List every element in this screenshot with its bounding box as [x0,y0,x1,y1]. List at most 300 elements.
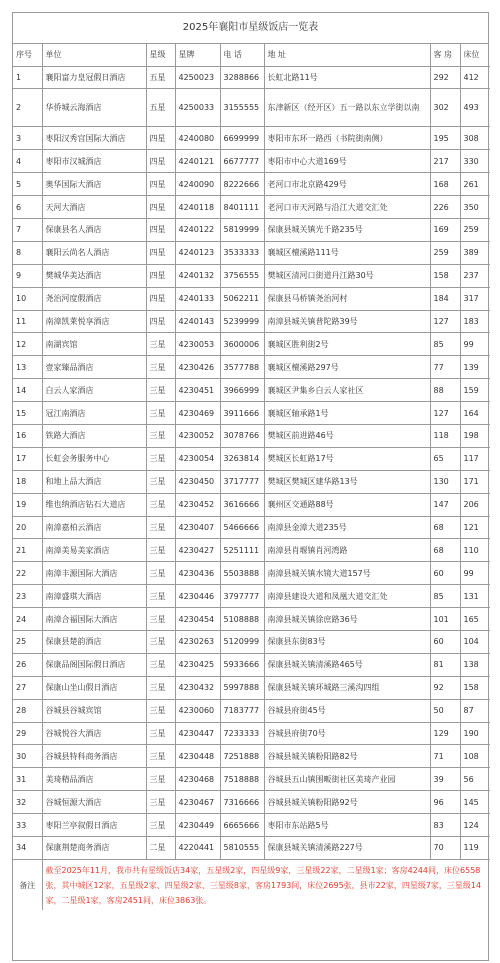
cell-beds: 110 [460,539,490,562]
cell-unit: 襄阳云尚名人酒店 [42,241,146,264]
cell-star-level: 三星 [146,630,175,653]
cell-unit: 枣阳兰亭叙假日酒店 [42,814,146,837]
cell-star-level: 五星 [146,89,175,127]
cell-beds: 56 [460,768,490,791]
cell-rooms: 259 [430,241,460,264]
cell-star-plate: 4230467 [175,791,220,814]
cell-phone: 3263814 [220,447,264,470]
cell-beds: 117 [460,447,490,470]
cell-phone: 7251888 [220,745,264,768]
cell-beds: 261 [460,173,490,196]
cell-star-plate: 4240080 [175,127,220,150]
cell-rooms: 85 [430,585,460,608]
cell-star-plate: 4230452 [175,493,220,516]
cell-beds: 190 [460,722,490,745]
table-row [13,333,490,356]
table-row [13,173,490,196]
cell-index: 22 [13,562,42,585]
cell-unit: 铁路大酒店 [42,424,146,447]
cell-star-plate: 4230425 [175,653,220,676]
cell-unit: 保康县名人酒店 [42,218,146,241]
cell-beds: 259 [460,218,490,241]
cell-star-level: 四星 [146,264,175,287]
cell-index: 21 [13,539,42,562]
cell-rooms: 39 [430,768,460,791]
cell-phone: 8222666 [220,173,264,196]
table-row [13,585,490,608]
cell-unit: 南漳盛琪大酒店 [42,585,146,608]
table-row [13,791,490,814]
cell-star-plate: 4240122 [175,218,220,241]
cell-rooms: 169 [430,218,460,241]
cell-beds: 108 [460,745,490,768]
cell-star-plate: 4230426 [175,356,220,379]
cell-star-plate: 4230407 [175,516,220,539]
cell-unit: 南漳凯莱悦享酒店 [42,310,146,333]
cell-index: 19 [13,493,42,516]
cell-phone: 5120999 [220,630,264,653]
table-row [13,447,490,470]
cell-phone: 5810555 [220,837,264,860]
cell-address: 樊城区樊城区建华路13号 [264,470,430,493]
cell-star-plate: 4250023 [175,66,220,89]
cell-address: 谷城县五山镇围畈街社区美琦产业园 [264,768,430,791]
cell-rooms: 158 [430,264,460,287]
cell-star-level: 三星 [146,447,175,470]
cell-star-level: 三星 [146,516,175,539]
cell-index: 33 [13,814,42,837]
cell-star-level: 四星 [146,196,175,219]
cell-phone: 3966999 [220,379,264,402]
table-row [13,379,490,402]
cell-rooms: 88 [430,379,460,402]
cell-unit: 壹家臻品酒店 [42,356,146,379]
cell-beds: 124 [460,814,490,837]
hotel-table [13,44,490,910]
cell-rooms: 96 [430,791,460,814]
cell-star-level: 三星 [146,539,175,562]
cell-star-level: 三星 [146,768,175,791]
cell-address: 谷城县城关镇粉阳路92号 [264,791,430,814]
cell-index: 12 [13,333,42,356]
cell-index: 7 [13,218,42,241]
cell-unit: 尧治河度假酒店 [42,287,146,310]
cell-star-level: 四星 [146,173,175,196]
cell-beds: 164 [460,402,490,425]
document-title: 2025年襄阳市星级饭店一览表 [13,13,488,44]
header-star-level: 星级 [146,44,175,66]
cell-star-level: 三星 [146,699,175,722]
cell-address: 保康县城关镇清溪路465号 [264,653,430,676]
cell-star-level: 三星 [146,356,175,379]
cell-star-plate: 4230427 [175,539,220,562]
cell-phone: 3717777 [220,470,264,493]
cell-phone: 6665666 [220,814,264,837]
cell-rooms: 60 [430,562,460,585]
cell-rooms: 92 [430,676,460,699]
note-text: 截至2025年11月，我市共有星级饭店34家，五星级2家，四星级9家，三星级22家，二星级1家；客房4244间，床位6558张，其中城区12家，五星级2家、四星级2家、三星级8家，客房1793间，床位2695张，县市22家，四星级7家，三星级14家，二星级1家，客房2451间，床位3863张。 [42,859,490,910]
table-row [13,837,490,860]
cell-phone: 3616666 [220,493,264,516]
cell-index: 18 [13,470,42,493]
cell-address: 谷城县城关镇粉阳路82号 [264,745,430,768]
cell-index: 26 [13,653,42,676]
cell-index: 2 [13,89,42,127]
cell-address: 谷城县府街45号 [264,699,430,722]
cell-unit: 美琦精品酒店 [42,768,146,791]
cell-star-plate: 4230454 [175,608,220,631]
cell-index: 1 [13,66,42,89]
table-row [13,470,490,493]
cell-unit: 奥华国际大酒店 [42,173,146,196]
cell-rooms: 292 [430,66,460,89]
cell-address: 南漳县肖堰镇肖河湾路 [264,539,430,562]
cell-unit: 樊城华美达酒店 [42,264,146,287]
cell-star-plate: 4230053 [175,333,220,356]
cell-star-level: 二星 [146,837,175,860]
cell-index: 4 [13,150,42,173]
table-row [13,218,490,241]
header-rooms: 客 房 [430,44,460,66]
cell-phone: 5251111 [220,539,264,562]
cell-rooms: 81 [430,653,460,676]
cell-star-level: 三星 [146,653,175,676]
cell-star-plate: 4230446 [175,585,220,608]
cell-address: 保康县城关镇光千路235号 [264,218,430,241]
cell-star-plate: 4240143 [175,310,220,333]
cell-address: 襄城区尹集乡白云人家社区 [264,379,430,402]
cell-rooms: 70 [430,837,460,860]
cell-star-plate: 4230060 [175,699,220,722]
table-row [13,424,490,447]
table-row [13,539,490,562]
table-row [13,127,490,150]
cell-beds: 138 [460,653,490,676]
cell-beds: 183 [460,310,490,333]
cell-star-plate: 4250033 [175,89,220,127]
cell-star-level: 三星 [146,814,175,837]
cell-unit: 谷城悦谷大酒店 [42,722,146,745]
cell-beds: 237 [460,264,490,287]
cell-rooms: 127 [430,310,460,333]
header-unit: 单位 [42,44,146,66]
cell-unit: 保康品阁国际假日酒店 [42,653,146,676]
cell-star-plate: 4230468 [175,768,220,791]
cell-unit: 保康县楚韵酒店 [42,630,146,653]
cell-index: 17 [13,447,42,470]
cell-star-plate: 4230263 [175,630,220,653]
cell-star-plate: 4220441 [175,837,220,860]
cell-index: 15 [13,402,42,425]
cell-beds: 206 [460,493,490,516]
cell-rooms: 226 [430,196,460,219]
cell-unit: 和地上品大酒店 [42,470,146,493]
cell-beds: 99 [460,333,490,356]
cell-address: 南漳县城关镇普陀路39号 [264,310,430,333]
cell-phone: 8401111 [220,196,264,219]
cell-beds: 412 [460,66,490,89]
cell-beds: 308 [460,127,490,150]
cell-index: 14 [13,379,42,402]
cell-star-level: 三星 [146,722,175,745]
cell-address: 襄州区交通路88号 [264,493,430,516]
cell-star-level: 四星 [146,218,175,241]
cell-phone: 5997888 [220,676,264,699]
cell-unit: 保康荆楚商务酒店 [42,837,146,860]
cell-phone: 5108888 [220,608,264,631]
table-row [13,699,490,722]
cell-unit: 南湖宾馆 [42,333,146,356]
cell-star-level: 四星 [146,241,175,264]
cell-unit: 天河大酒店 [42,196,146,219]
cell-phone: 3797777 [220,585,264,608]
cell-star-plate: 4230449 [175,814,220,837]
header-index: 序号 [13,44,42,66]
cell-star-plate: 4230436 [175,562,220,585]
cell-beds: 317 [460,287,490,310]
cell-phone: 5819999 [220,218,264,241]
cell-star-level: 三星 [146,333,175,356]
cell-star-level: 四星 [146,150,175,173]
cell-beds: 165 [460,608,490,631]
note-label: 备注 [13,859,42,910]
cell-index: 11 [13,310,42,333]
cell-star-level: 三星 [146,493,175,516]
cell-star-plate: 4240123 [175,241,220,264]
cell-star-level: 四星 [146,310,175,333]
cell-star-level: 四星 [146,127,175,150]
cell-beds: 87 [460,699,490,722]
cell-address: 谷城县府街70号 [264,722,430,745]
cell-star-plate: 4230469 [175,402,220,425]
cell-beds: 139 [460,356,490,379]
cell-beds: 158 [460,676,490,699]
cell-unit: 维也纳酒店钻石大道店 [42,493,146,516]
cell-star-plate: 4230052 [175,424,220,447]
cell-phone: 3155555 [220,89,264,127]
cell-index: 10 [13,287,42,310]
cell-unit: 南漳合福国际大酒店 [42,608,146,631]
cell-unit: 保康山坐山假日酒店 [42,676,146,699]
cell-rooms: 85 [430,333,460,356]
cell-rooms: 60 [430,630,460,653]
cell-address: 襄城区檀溪路111号 [264,241,430,264]
table-row [13,630,490,653]
cell-unit: 白云人家酒店 [42,379,146,402]
cell-star-plate: 4230054 [175,447,220,470]
cell-address: 枣阳市东环一路西（书院街南侧） [264,127,430,150]
cell-beds: 159 [460,379,490,402]
cell-rooms: 71 [430,745,460,768]
cell-beds: 350 [460,196,490,219]
cell-index: 31 [13,768,42,791]
cell-index: 27 [13,676,42,699]
cell-beds: 104 [460,630,490,653]
cell-rooms: 118 [430,424,460,447]
cell-beds: 330 [460,150,490,173]
cell-beds: 99 [460,562,490,585]
cell-unit: 谷城县谷城宾馆 [42,699,146,722]
cell-rooms: 101 [430,608,460,631]
cell-phone: 3577788 [220,356,264,379]
table-header-row [13,44,490,66]
cell-star-plate: 4240121 [175,150,220,173]
cell-address: 樊城区长虹路17号 [264,447,430,470]
cell-index: 6 [13,196,42,219]
cell-phone: 3756555 [220,264,264,287]
cell-phone: 5062211 [220,287,264,310]
cell-index: 20 [13,516,42,539]
cell-address: 襄城区胜利街2号 [264,333,430,356]
cell-unit: 冠江南酒店 [42,402,146,425]
cell-unit: 谷城县特科商务酒店 [42,745,146,768]
cell-index: 3 [13,127,42,150]
cell-star-level: 三星 [146,470,175,493]
cell-index: 5 [13,173,42,196]
cell-beds: 171 [460,470,490,493]
cell-address: 南漳县城关镇水镜大道157号 [264,562,430,585]
cell-address: 南漳县金漳大道235号 [264,516,430,539]
table-row [13,150,490,173]
table-row [13,722,490,745]
cell-phone: 7233333 [220,722,264,745]
cell-rooms: 77 [430,356,460,379]
cell-beds: 198 [460,424,490,447]
cell-phone: 5933666 [220,653,264,676]
table-row [13,264,490,287]
cell-beds: 119 [460,837,490,860]
cell-star-level: 四星 [146,287,175,310]
table-row [13,814,490,837]
cell-unit: 南漳美易美家酒店 [42,539,146,562]
cell-unit: 襄阳富力皇冠假日酒店 [42,66,146,89]
table-row [13,356,490,379]
cell-address: 长虹北路11号 [264,66,430,89]
cell-unit: 枣阳市汉城酒店 [42,150,146,173]
cell-rooms: 195 [430,127,460,150]
cell-phone: 7316666 [220,791,264,814]
cell-address: 襄城区轴承路1号 [264,402,430,425]
cell-beds: 493 [460,89,490,127]
cell-rooms: 65 [430,447,460,470]
cell-index: 24 [13,608,42,631]
cell-beds: 131 [460,585,490,608]
cell-star-level: 五星 [146,66,175,89]
cell-star-plate: 4240090 [175,173,220,196]
cell-index: 8 [13,241,42,264]
header-beds: 床位 [460,44,490,66]
cell-index: 25 [13,630,42,653]
cell-rooms: 184 [430,287,460,310]
header-star-plate: 星牌 [175,44,220,66]
table-row [13,493,490,516]
cell-unit: 南漳丰源国际大酒店 [42,562,146,585]
cell-phone: 3288866 [220,66,264,89]
table-row [13,562,490,585]
table-row [13,196,490,219]
cell-index: 28 [13,699,42,722]
header-phone: 电 话 [220,44,264,66]
cell-index: 30 [13,745,42,768]
cell-rooms: 130 [430,470,460,493]
hotel-list-sheet [12,12,489,961]
cell-beds: 121 [460,516,490,539]
cell-phone: 5239999 [220,310,264,333]
cell-star-plate: 4230451 [175,379,220,402]
cell-index: 9 [13,264,42,287]
table-row [13,402,490,425]
cell-index: 16 [13,424,42,447]
cell-rooms: 127 [430,402,460,425]
cell-address: 老河口市天河路与沿江大道交汇处 [264,196,430,219]
cell-star-level: 三星 [146,424,175,447]
cell-phone: 6699999 [220,127,264,150]
cell-index: 32 [13,791,42,814]
cell-address: 枣阳市中心大道169号 [264,150,430,173]
cell-star-level: 三星 [146,608,175,631]
cell-address: 樊城区清河口街道丹江路30号 [264,264,430,287]
table-row [13,66,490,89]
cell-phone: 3078766 [220,424,264,447]
cell-beds: 145 [460,791,490,814]
cell-star-level: 三星 [146,402,175,425]
cell-star-plate: 4230447 [175,722,220,745]
note-row [13,859,490,910]
cell-address: 南漳县建设大道和凤凰大道交汇处 [264,585,430,608]
cell-rooms: 68 [430,539,460,562]
cell-index: 13 [13,356,42,379]
cell-beds: 389 [460,241,490,264]
table-row [13,653,490,676]
cell-index: 29 [13,722,42,745]
table-row [13,676,490,699]
cell-star-plate: 4240118 [175,196,220,219]
cell-star-plate: 4230448 [175,745,220,768]
cell-unit: 南漳嘉柏云酒店 [42,516,146,539]
cell-index: 34 [13,837,42,860]
cell-address: 保康县城关镇清溪路227号 [264,837,430,860]
cell-rooms: 68 [430,516,460,539]
cell-unit: 枣阳汉秀宫国际大酒店 [42,127,146,150]
cell-star-level: 三星 [146,562,175,585]
cell-phone: 3911666 [220,402,264,425]
cell-index: 23 [13,585,42,608]
cell-star-plate: 4230450 [175,470,220,493]
table-row [13,516,490,539]
header-address: 地 址 [264,44,430,66]
cell-star-level: 三星 [146,379,175,402]
cell-star-level: 三星 [146,791,175,814]
cell-rooms: 50 [430,699,460,722]
cell-phone: 3600006 [220,333,264,356]
cell-address: 保康县马桥镇尧治河村 [264,287,430,310]
cell-rooms: 168 [430,173,460,196]
cell-unit: 长虹会务服务中心 [42,447,146,470]
cell-rooms: 147 [430,493,460,516]
cell-phone: 3533333 [220,241,264,264]
cell-address: 保康县城关镇环城路三溪沟四组 [264,676,430,699]
cell-phone: 7518888 [220,768,264,791]
cell-phone: 6677777 [220,150,264,173]
cell-star-plate: 4230432 [175,676,220,699]
cell-address: 保康县东街83号 [264,630,430,653]
cell-rooms: 217 [430,150,460,173]
cell-star-level: 三星 [146,676,175,699]
cell-rooms: 302 [430,89,460,127]
cell-address: 南漳县城关镇徐庶路36号 [264,608,430,631]
cell-unit: 华侨城云海酒店 [42,89,146,127]
table-row [13,89,490,127]
